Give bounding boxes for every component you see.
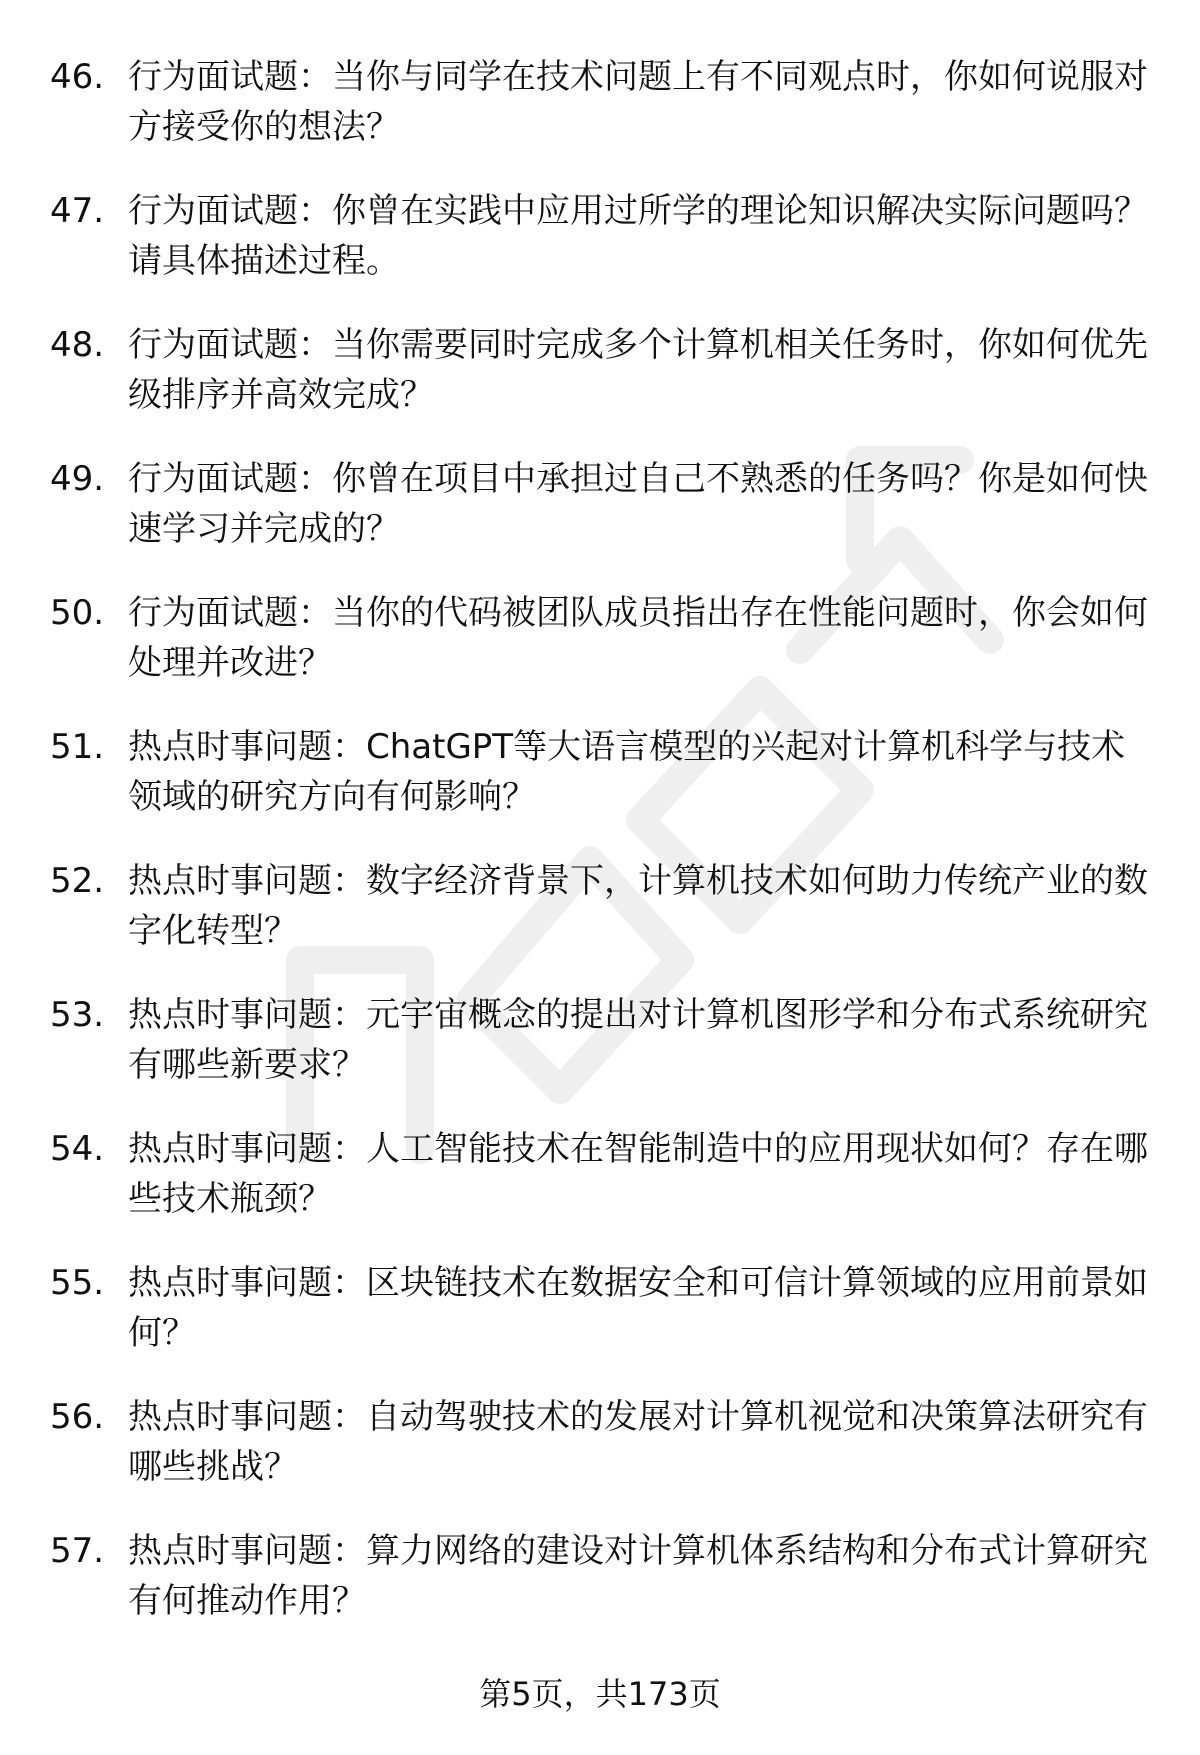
list-item [50, 186, 1150, 286]
question-list [50, 52, 1150, 1660]
list-item [50, 1258, 1150, 1358]
question-text: 热点时事问题：数字经济背景下，计算机技术如何助力传统产业的数字化转型？ [128, 861, 1148, 951]
list-item [50, 1124, 1150, 1224]
question-number: 55. [50, 1263, 105, 1303]
question-number: 51. [50, 727, 105, 767]
question-text: 热点时事问题：ChatGPT等大语言模型的兴起对计算机科学与技术领域的研究方向有何影响？ [128, 727, 1126, 817]
question-number: 50. [50, 593, 105, 633]
list-item [50, 454, 1150, 554]
list-item [50, 990, 1150, 1090]
question-number: 46. [50, 57, 105, 97]
question-number: 56. [50, 1397, 105, 1437]
question-text: 行为面试题：你曾在实践中应用过所学的理论知识解决实际问题吗？请具体描述过程。 [128, 191, 1148, 281]
question-text: 热点时事问题：人工智能技术在智能制造中的应用现状如何？存在哪些技术瓶颈？ [128, 1129, 1148, 1219]
question-text: 行为面试题：当你需要同时完成多个计算机相关任务时，你如何优先级排序并高效完成？ [128, 325, 1148, 415]
list-item [50, 722, 1150, 822]
question-number: 47. [50, 191, 105, 231]
question-number: 49. [50, 459, 105, 499]
question-text: 行为面试题：当你的代码被团队成员指出存在性能问题时，你会如何处理并改进？ [128, 593, 1148, 683]
question-number: 54. [50, 1129, 105, 1169]
list-item [50, 1526, 1150, 1626]
question-number: 57. [50, 1531, 105, 1571]
question-text: 行为面试题：当你与同学在技术问题上有不同观点时，你如何说服对方接受你的想法？ [128, 57, 1148, 147]
list-item [50, 856, 1150, 956]
list-item [50, 1392, 1150, 1492]
question-text: 热点时事问题：区块链技术在数据安全和可信计算领域的应用前景如何？ [128, 1263, 1148, 1353]
list-item [50, 52, 1150, 152]
question-text: 热点时事问题：自动驾驶技术的发展对计算机视觉和决策算法研究有哪些挑战？ [128, 1397, 1148, 1487]
question-text: 热点时事问题：算力网络的建设对计算机体系结构和分布式计算研究有何推动作用？ [128, 1531, 1148, 1621]
page-footer: 第5页，共173页 [479, 1675, 721, 1713]
question-number: 53. [50, 995, 105, 1035]
list-item [50, 320, 1150, 420]
list-item [50, 588, 1150, 688]
question-text: 热点时事问题：元宇宙概念的提出对计算机图形学和分布式系统研究有哪些新要求？ [128, 995, 1148, 1085]
question-number: 52. [50, 861, 105, 901]
question-text: 行为面试题：你曾在项目中承担过自己不熟悉的任务吗？你是如何快速学习并完成的？ [128, 459, 1148, 549]
question-number: 48. [50, 325, 105, 365]
